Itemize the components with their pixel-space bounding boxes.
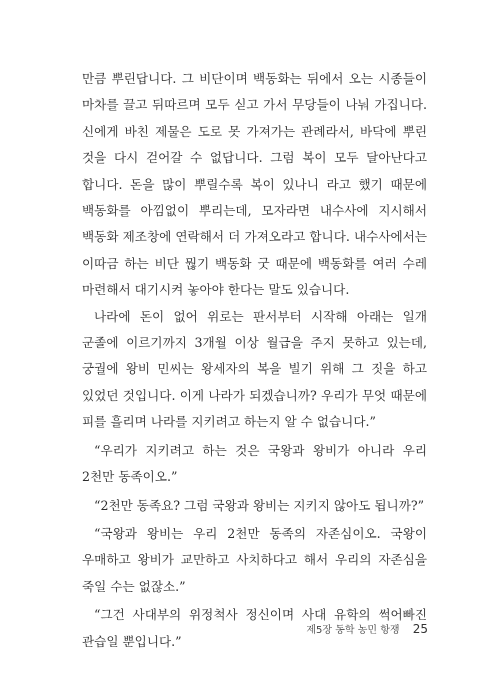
paragraph-1: 만큼 뿌린답니다. 그 비단이며 백동화는 뒤에서 오는 시종들이 마차를 끌고 뒤따르며 모두 싣고 가서 무당들이 나눠 가집니다. 신에게 바친 제물은 도로 못 가져가는 관례라서, 바닥에 뿌린 것을 다시 걷어갈 수 없답니다. 그럼 복이 모두 달아난다고 합니다. 돈을 많이 뿌릴수록 복이 있나니 라고 했기 때문에 백동화를 아낌없이 뿌리는데, 모자라면 내수사에 지시해서 백동화 제조창에 연락해서 더 가져오라고 합니다. 내수사에서는 이따금 하는 비단 뭖기 백동화 굿 때문에 백동화를 여러 수레 마련해서 대기시켜 놓아야 한다는 말도 있습니다. (82, 71, 427, 298)
paragraph-6: “그건 사대부의 위정척사 정신이며 사대 유학의 썩어빠진 관습일 뿐입니다.” (82, 607, 427, 649)
page-number: 25 (412, 622, 428, 636)
body-text (82, 66, 427, 655)
paragraph-2: 나라에 돈이 없어 위로는 판서부터 시작해 아래는 일개 군졸에 이르기까지 3개월 이상 월급을 주지 못하고 있는데, 궁궐에 왕비 민씨는 왕세자의 복을 빌기 위해 그 짓을 하고 있었던 것입니다. 이게 나라가 되겠습니까? 우리가 무엇 때문에 피를 흘리며 나라를 지키려고 하는지 알 수 없습니다.” (82, 308, 427, 430)
chapter-title: 제5장 동학 농민 항쟁 (306, 625, 400, 636)
paragraph-4: “2천만 동족요? 그럼 국왕과 왕비는 지키지 않아도 됩니까?” (94, 497, 425, 513)
page-footer (306, 621, 428, 636)
paragraph-5: “국왕과 왕비는 우리 2천만 동족의 자존심이오. 국왕이 우매하고 왕비가 교만하고 사치하다고 해서 우리의 자존심을 죽일 수는 없잖소.” (82, 525, 427, 594)
paragraph-3: “우리가 지키려고 하는 것은 국왕과 왕비가 아니라 우리 2천만 동족이오.” (82, 442, 427, 485)
